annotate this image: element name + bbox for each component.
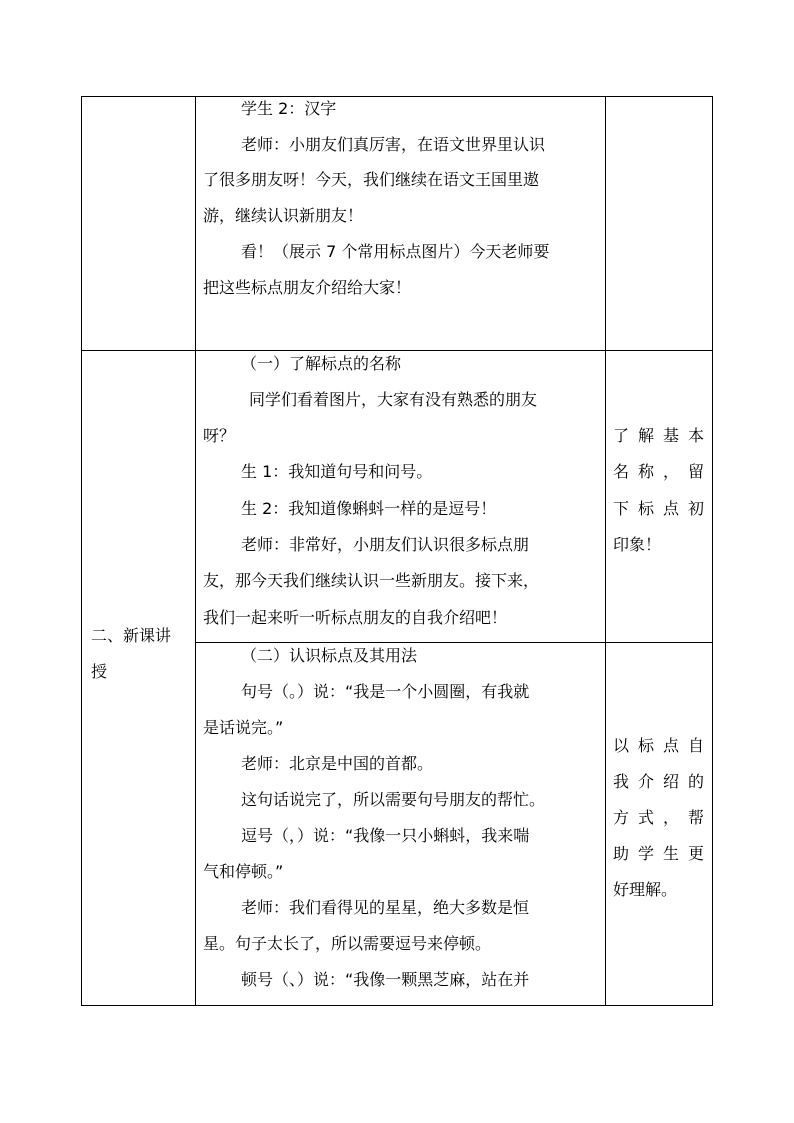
text-line: 老师：我们看得见的星星，绝大多数是恒 [241,898,530,917]
text-line: 老师：北京是中国的首都。 [241,754,434,773]
text-line: 老师：小朋友们真厉害，在语文世界里认识 [241,135,546,154]
text-line: 学生 2：汉字 [241,99,337,118]
text-line: 这句话说完了，所以需要句号朋友的帮忙。 [241,790,546,809]
text-line: 是话说完。” [203,718,284,737]
text-line: 星。句子太长了，所以需要逗号来停顿。 [203,934,492,953]
text-line: （一）了解标点的名称 [241,354,402,373]
note-line: 方式，帮 [613,808,704,827]
text-line: （二）认识标点及其用法 [241,646,418,665]
section-title-line: 授 [91,662,108,681]
lesson-table [81,96,713,1006]
row-divider-2 [195,642,713,643]
table-border-bottom [81,1005,713,1006]
text-line: 同学们看着图片，大家有没有熟悉的朋友 [249,390,538,409]
text-line: 顿号（、）说：“我像一颗黑芝麻，站在并 [241,970,530,989]
text-line: 气和停顿。” [203,862,284,881]
note-line: 印象！ [613,535,662,554]
row-divider-1 [81,350,713,351]
text-line: 老师：非常好，小朋友们认识很多标点朋 [241,535,530,554]
column-divider-2 [605,96,606,1006]
text-line: 生 1：我知道句号和问号。 [241,462,433,481]
note-line: 我介绍的 [613,772,704,791]
section-title-line: 二、新课讲 [91,626,172,645]
note-line: 名称，留 [613,462,704,481]
column-divider-1 [195,96,196,1006]
text-line: 呀？ [203,426,236,445]
table-border-right [712,96,713,1006]
table-border-left [81,96,82,1006]
text-line: 游，继续认识新朋友！ [203,206,364,225]
text-line: 逗号（，）说：“我像一只小蝌蚪，我来喘 [241,826,530,845]
note-line: 了解基本 [613,426,704,445]
text-line: 生 2：我知道像蝌蚪一样的是逗号！ [241,499,497,518]
table-border-top [81,96,713,97]
text-line: 看！（展示 7 个常用标点图片）今天老师要 [241,242,550,261]
note-line: 好理解。 [613,880,678,899]
text-line: 把这些标点朋友介绍给大家！ [203,278,412,297]
text-line: 我们一起来听一听标点朋友的自我介绍吧！ [203,608,508,627]
note-line: 助学生更 [613,844,704,863]
note-line: 下标点初 [613,499,704,518]
text-line: 友，那今天我们继续认识一些新朋友。接下来， [203,571,540,590]
text-line: 句号（。）说：“我是一个小圆圈，有我就 [241,682,530,701]
note-line: 以标点自 [613,736,704,755]
text-line: 了很多朋友呀！今天，我们继续在语文王国里遨 [203,170,540,189]
